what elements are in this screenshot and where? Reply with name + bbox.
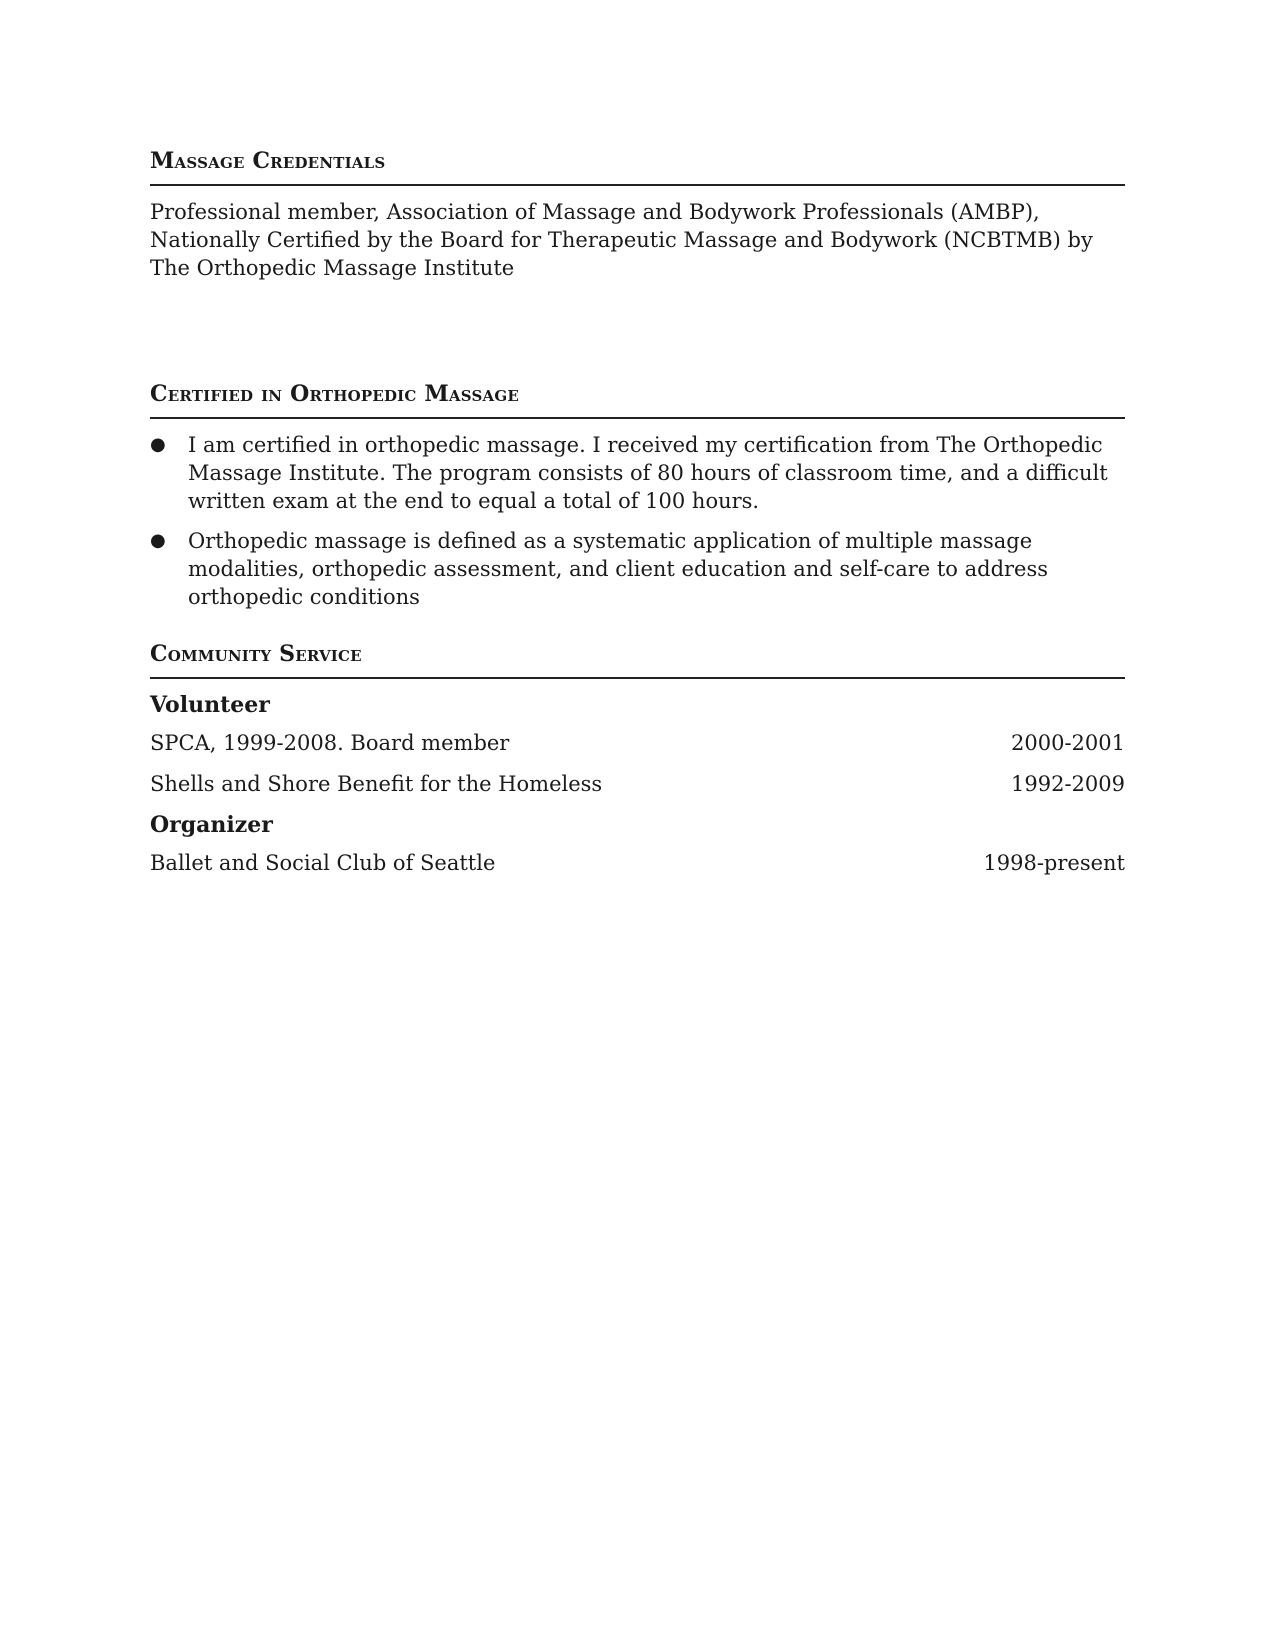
list-item: [150, 527, 1125, 611]
service-row: [150, 770, 1125, 798]
service-label: SPCA, 1999-2008. Board member: [150, 731, 510, 755]
bullet-text: Orthopedic massage is defined as a systematic application of multiple massage modalities, orthopedic assessment, and client education and self-care to address orthopedic conditions: [188, 529, 1049, 609]
service-date: 1998-present: [983, 851, 1125, 875]
service-date: 2000-2001: [1011, 731, 1125, 755]
community-service-section: [150, 641, 1125, 890]
orthopedic-certification-section: [150, 381, 1125, 623]
credentials-text: Professional member, Association of Massage and Bodywork Professionals (AMBP), Nationally Certified by the Board for Therapeutic Massage and Bodywork (NCBTMB) by The Orthopedic Massage Institute: [150, 200, 1093, 280]
section-heading-ortho: Certified in Orthopedic Massage: [150, 381, 1125, 419]
service-date: 1992-2009: [1011, 772, 1125, 796]
massage-credentials-section: [150, 148, 1125, 282]
ortho-bullet-list: [150, 431, 1125, 611]
bullet-icon: ●: [150, 434, 166, 455]
list-item: [150, 431, 1125, 515]
service-row: [150, 849, 1125, 877]
service-label: Shells and Shore Benefit for the Homeless: [150, 772, 603, 796]
section-heading-credentials: Massage Credentials: [150, 148, 1125, 186]
bullet-icon: ●: [150, 530, 166, 551]
group-title-volunteer: Volunteer: [150, 692, 270, 718]
service-row: [150, 729, 1125, 757]
group-title-organizer: Organizer: [150, 812, 273, 838]
service-label: Ballet and Social Club of Seattle: [150, 851, 496, 875]
bullet-text: I am certified in orthopedic massage. I received my certification from The Orthopedic Massage Institute. The program consists of 80 hours of classroom time, and a difficult written exam at the end to equal a total of 100 hours.: [188, 433, 1108, 513]
section-heading-community: Community Service: [150, 641, 1125, 679]
